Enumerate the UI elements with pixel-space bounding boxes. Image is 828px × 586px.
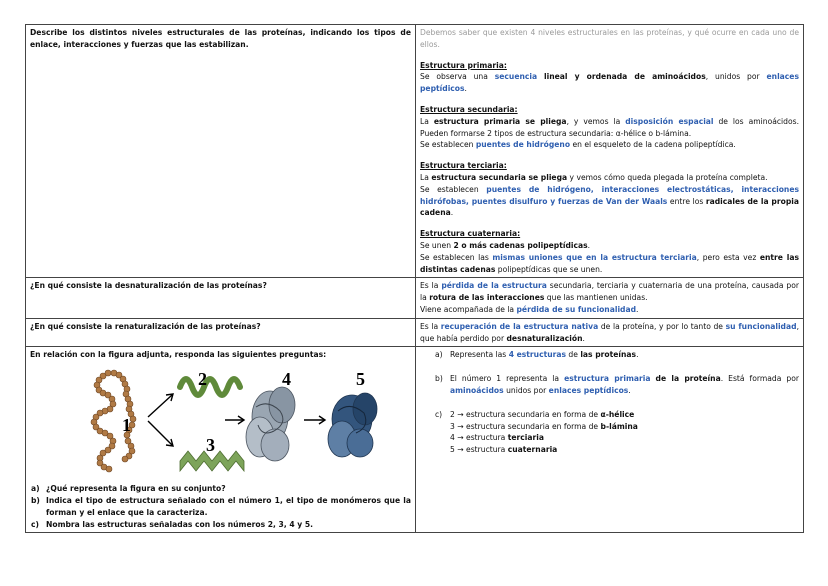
para-secundaria: La estructura primaria se pliega, y vemos la disposición espacial de los aminoácidos. Pueden formarse 2 tipos de estructura secundaria: α-hélice o b-lámina. (420, 116, 799, 138)
figure-label-3: 3 (206, 435, 215, 456)
answer-figura (416, 347, 804, 533)
alpha-helix-shape (180, 379, 240, 395)
question-niveles (26, 25, 416, 278)
tertiary-structure-shape (246, 387, 295, 461)
worksheet-table (25, 24, 804, 533)
heading-primaria: Estructura primaria: (420, 60, 507, 70)
question-figura (26, 347, 416, 533)
sub-question-b: b) Indica el tipo de estructura señalado con el número 1, el tipo de monómeros que la forman y el enlace que la caracteriza. (31, 495, 411, 517)
question-renaturalizacion: ¿En qué consiste la renaturalización de las proteínas? (26, 318, 416, 347)
figure-question-title: En relación con la figura adjunta, responda las siguientes preguntas: (30, 350, 327, 360)
answer-c: c) 2 → estructura secundaria en forma de α-hélice 3 → estructura secundaria en forma de b-lámina 4 → estructura terciaria 5 → estructura cuaternaria (448, 409, 799, 456)
para-cuaternaria: Se unen 2 o más cadenas polipeptídicas. (420, 240, 591, 250)
figure-answers (420, 349, 799, 456)
figure-label-4: 4 (282, 369, 291, 390)
para-primaria: Se observa una secuencia lineal y ordenada de aminoácidos, unidos por enlaces peptídicos. (420, 72, 799, 94)
quaternary-structure-shape (328, 393, 377, 457)
row-figura (26, 347, 804, 533)
figure-label-5: 5 (356, 369, 365, 390)
row-renaturalizacion (26, 318, 804, 347)
para-secundaria-2: Se establecen puentes de hidrógeno en el esqueleto de la cadena polipeptídica. (420, 140, 736, 150)
answer-renaturalizacion: Es la recuperación de la estructura nativa de la proteína, y por lo tanto de su funcionalidad, que había perdido por desnaturalización. (416, 318, 804, 347)
para-terciaria-2: Se establecen puentes de hidrógeno, interacciones electrostáticas, interacciones hidrófobas, puentes disulfuro y fuerzas de Van der Waals entre los radicales de la propia cadena. (420, 184, 800, 218)
sub-question-c: c) Nombra las estructuras señaladas con los números 2, 3, 4 y 5. (31, 519, 314, 529)
answer-desnaturalizacion: Es la pérdida de la estructura secundaria, terciaria y cuaternaria de una proteína, causada por la rotura de las interacciones que las mantienen unidas. Viene acompañada de la pérdida de su funcionalidad. (416, 278, 804, 318)
figure-sub-questions (30, 483, 411, 530)
intro-text: Debemos saber que existen 4 niveles estructurales en las proteínas, y qué ocurre en cada uno de ellos. (420, 28, 799, 49)
answer-niveles (416, 25, 804, 278)
protein-structures-figure (30, 365, 410, 483)
answer-a: a) Representa las 4 estructuras de las proteínas. (435, 350, 639, 360)
answer-c-item-5: 5 → estructura cuaternaria (450, 445, 558, 455)
arrows-from-primary (148, 394, 325, 446)
heading-cuaternaria: Estructura cuaternaria: (420, 229, 521, 239)
para-terciaria: La estructura secundaria se pliega y vemos cómo queda plegada la proteína completa. (420, 172, 768, 182)
answer-c-item-3: 3 → estructura secundaria en forma de b-lámina (450, 421, 638, 431)
heading-secundaria: Estructura secundaria: (420, 104, 518, 114)
question-text: Describe los distintos niveles estructurales de las proteínas, indicando los tipos de enlace, interacciones y fuerzas que las estabilizan. (30, 28, 411, 49)
figure-label-1: 1 (122, 415, 131, 436)
answer-c-item-4: 4 → estructura terciaria (450, 433, 544, 443)
heading-terciaria: Estructura terciaria: (420, 161, 507, 171)
sub-question-a: a) ¿Qué representa la figura en su conjunto? (31, 484, 226, 494)
answer-c-item-2: 2 → estructura secundaria en forma de α-hélice (450, 409, 635, 419)
protein-figure-svg (30, 365, 410, 483)
answer-b: b) El número 1 representa la estructura primaria de la proteína. Está formada por aminoácidos unidos por enlaces peptídicos. (435, 374, 800, 395)
row-niveles (26, 25, 804, 278)
question-desnaturalizacion: ¿En qué consiste la desnaturalización de las proteínas? (26, 278, 416, 318)
row-desnaturalizacion (26, 278, 804, 318)
figure-label-2: 2 (198, 369, 207, 390)
para-cuaternaria-2: Se establecen las mismas uniones que en la estructura terciaria, pero esta vez entre las distintas cadenas polipeptídicas que se unen. (420, 252, 799, 274)
